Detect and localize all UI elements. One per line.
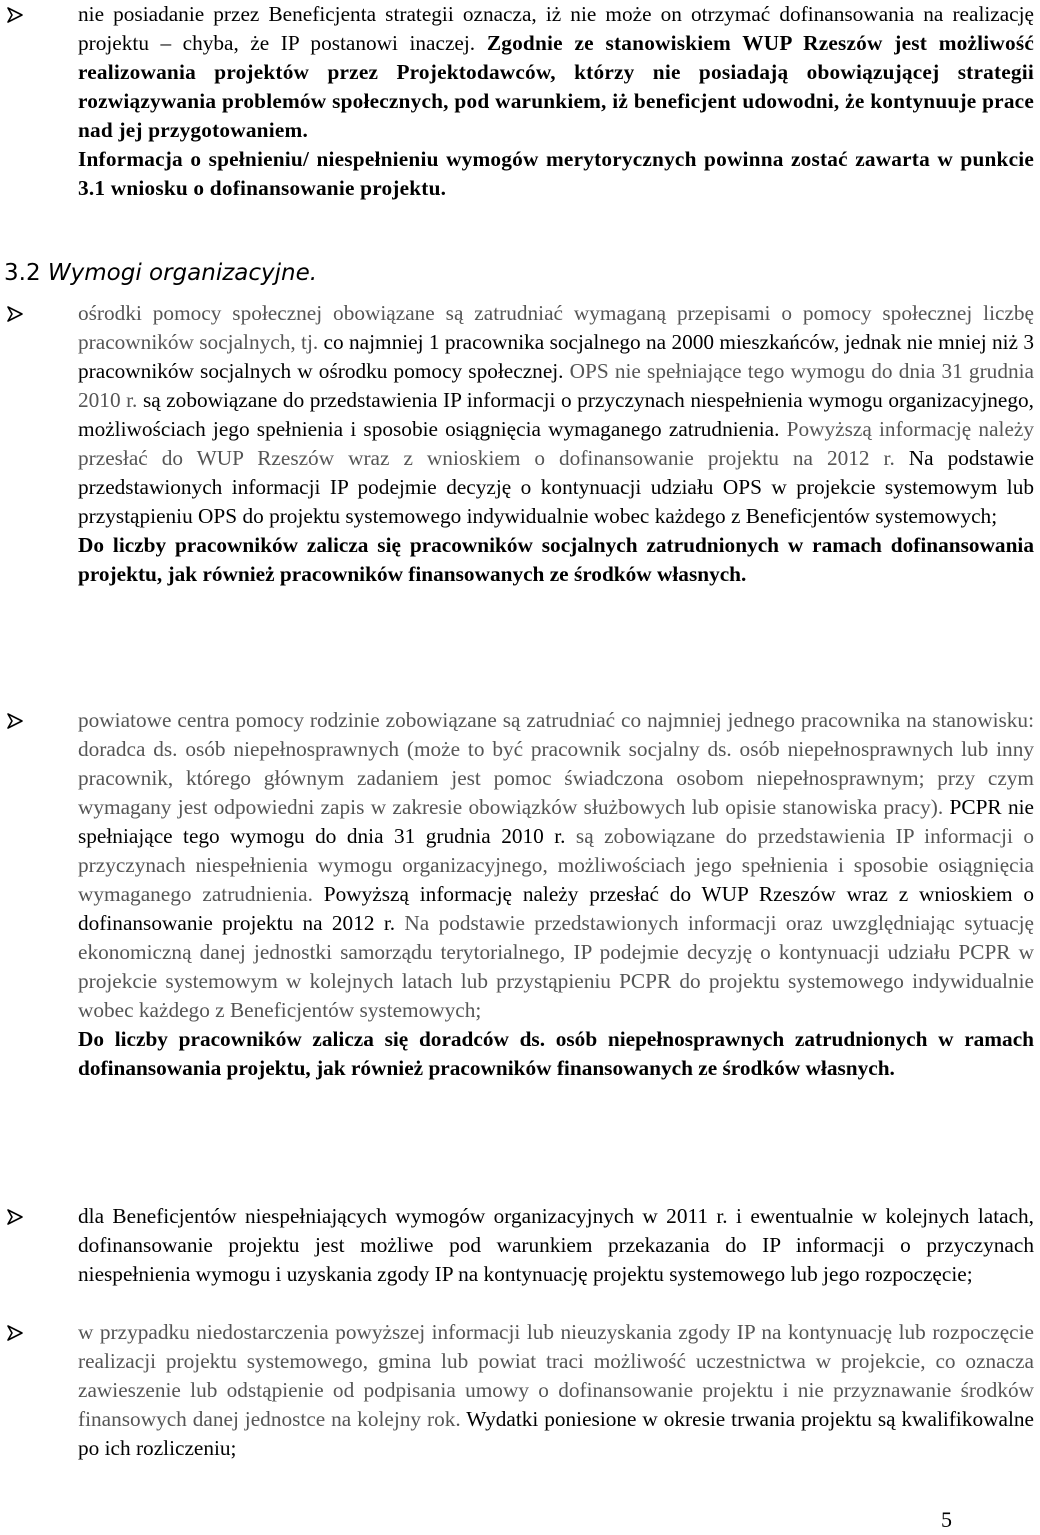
list-item-pcpr (0, 706, 1040, 1083)
item-text: ośrodki pomocy społecznej obowiązane są zatrudniać wymaganą przepisami o pomocy społecznej liczbę pracowników socjalnych, tj. (78, 301, 1034, 354)
list-item-ops (0, 299, 1040, 589)
arrow-bullet-icon (4, 1202, 28, 1231)
list-item-beneficiaries (0, 1202, 1040, 1289)
arrow-bullet-icon (4, 1318, 28, 1347)
item-text: dla Beneficjentów niespełniających wymogów organizacyjnych w 2011 r. i ewentualnie w kolejnych latach, dofinansowanie projektu jest możliwe pod warunkiem przekazania do IP informacji o przyczynach niespełnienia wymogu i uzyskania zgody IP na kontynuację projektu systemowego lub jego rozpoczęcie; (78, 1204, 1034, 1286)
item-text: w przypadku niedostarczenia powyższej informacji lub nieuzyskania zgody IP na kontynuację lub rozpoczęcie realizacji projektu systemowego, gmina lub powiat traci możliwość uczestnictwa w projekcie, co oznacza zawieszenie lub odstąpienie od podpisania umowy o dofinansowanie projektu i nie przyznawanie środków finansowych danej jednostce na kolejny rok. (78, 1320, 1034, 1431)
item-text: są zobowiązane do przedstawienia IP informacji o przyczynach niespełnienia wymogu organizacyjnego, możliwościach jego spełnienia i sposobie osiągnięcia wymaganego zatrudnienia. (78, 388, 1034, 441)
item-text-bold: Zgodnie ze stanowiskiem WUP Rzeszów jest możliwość realizowania projektów przez Projektodawców, którzy nie posiadają obowiązującej strategii rozwiązywania problemów społecznych, pod warunkiem, iż beneficjent udowodni, że kontynuuje prace nad jej przygotowaniem. (78, 31, 1034, 142)
section-title: Wymogi organizacyjne. (47, 260, 318, 286)
item-text: OPS nie spełniające tego wymogu do dnia 31 grudnia 2010 r. (78, 359, 1034, 412)
item-text: Wydatki poniesione w okresie trwania projektu są kwalifikowalne po ich rozliczeniu; (78, 1407, 1034, 1460)
item-text: powiatowe centra pomocy rodzinie zobowiązane są zatrudniać co najmniej jednego pracownika na stanowisku: doradca ds. osób niepełnosprawnych (może to być pracownik socjalny ds. osób niepełnosprawnych lub inny pracownik, którego głównym zadaniem jest pomoc świadczona osobom niepełnosprawnym; przy czym wymagany jest odpowiedni zapis w zakresie obowiązków służbowych lub opisie stanowiska pracy). (78, 708, 1034, 819)
arrow-bullet-icon (4, 299, 28, 328)
item-text: Na podstawie przedstawionych informacji IP podejmie decyzję o kontynuacji udziału OPS w projekcie systemowym lub przystąpieniu OPS do projektu systemowego indywidualnie wobec każdego z Beneficjentów systemowych; (78, 446, 1034, 528)
item-text: Powyższą informację należy przesłać do WUP Rzeszów wraz z wnioskiem o dofinansowanie projektu na 2012 r. (78, 417, 1034, 470)
item-text: Powyższą informację należy przesłać do WUP Rzeszów wraz z wnioskiem o dofinansowanie projektu na 2012 r. (78, 882, 1034, 935)
item-text: są zobowiązane do przedstawienia IP informacji o przyczynach niespełnienia wymogu organizacyjnego, możliwościach jego spełnienia i sposobie osiągnięcia wymaganego zatrudnienia. (78, 824, 1034, 906)
item-bold-note: Do liczby pracowników zalicza się pracowników socjalnych zatrudnionych w ramach dofinansowania projektu, jak również pracowników finansowanych ze środków własnych. (78, 533, 1034, 586)
section-number: 3.2 (4, 260, 41, 286)
item-bold-note: Do liczby pracowników zalicza się doradców ds. osób niepełnosprawnych zatrudnionych w ramach dofinansowania projektu, jak również pracowników finansowanych ze środków własnych. (78, 1027, 1034, 1080)
item-text: nie posiadanie przez Beneficjenta strategii oznacza, iż nie może on otrzymać dofinansowania na realizację projektu – chyba, że IP postanowi inaczej. (78, 2, 1034, 55)
item-text: Na podstawie przedstawionych informacji oraz uwzględniając sytuację ekonomiczną danej jednostki samorządu terytorialnego, IP podejmie decyzję o kontynuacji udziału PCPR w projekcie systemowym w kolejnych latach lub przystąpieniu PCPR do projektu systemowego indywidualnie wobec każdego z Beneficjentów systemowych; (78, 911, 1034, 1022)
section-heading (4, 258, 317, 288)
arrow-bullet-icon (4, 0, 28, 29)
list-item-failure (0, 1318, 1040, 1463)
list-item-strategy (0, 0, 1040, 203)
arrow-bullet-icon (4, 706, 28, 735)
item-text: co najmniej 1 pracownika socjalnego na 2000 mieszkańców, jednak nie mniej niż 3 pracowników socjalnych w ośrodku pomocy społecznej. (78, 330, 1034, 383)
page-number: 5 (941, 1507, 952, 1532)
item-text: PCPR nie spełniające tego wymogu do dnia 31 grudnia 2010 r. (78, 795, 1034, 848)
requirements-note: Informacja o spełnieniu/ niespełnieniu wymogów merytorycznych powinna zostać zawarta w punkcie 3.1 wniosku o dofinansowanie projektu. (78, 147, 1034, 200)
